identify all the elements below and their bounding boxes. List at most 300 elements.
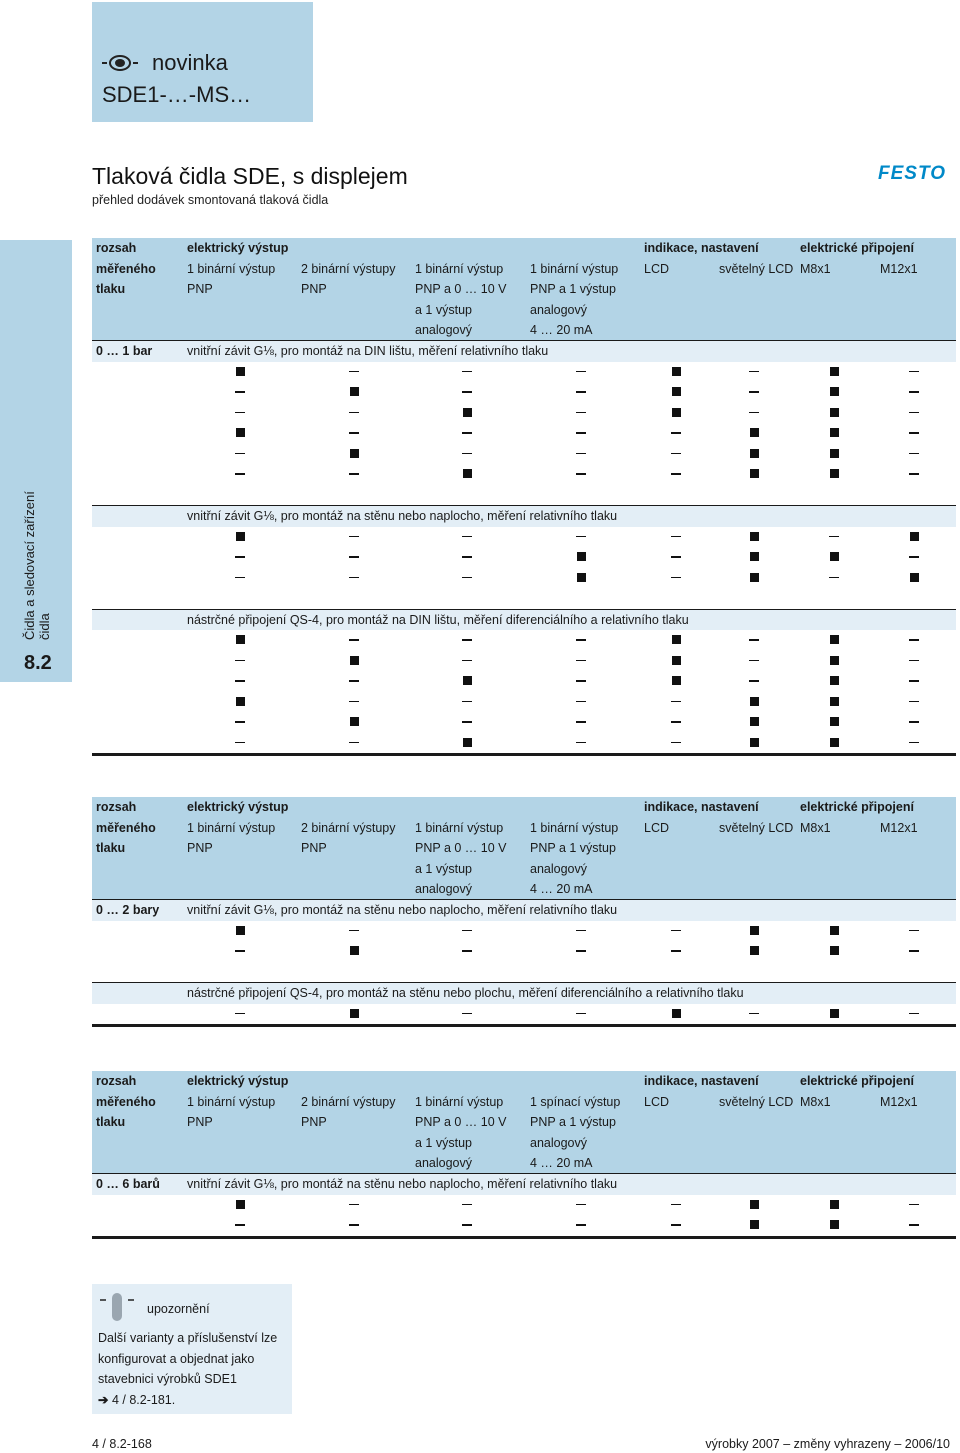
available-marker [894,568,934,589]
unavailable-marker [734,1004,774,1025]
unavailable-marker [734,671,774,692]
available-marker [894,527,934,548]
side-tab-sub: čidla [37,613,52,640]
header-cell: analogový [415,323,472,337]
unavailable-marker [447,651,487,672]
filled-square-icon [830,1009,839,1018]
unavailable-marker [561,423,601,444]
unavailable-marker [220,941,260,962]
header-cell: PNP [301,1115,327,1129]
dash-icon [909,680,919,682]
filled-square-icon [830,428,839,437]
available-marker [814,423,854,444]
filled-square-icon [830,946,839,955]
available-marker [814,921,854,942]
filled-square-icon [830,387,839,396]
unavailable-marker [220,1004,260,1025]
dash-icon [909,391,919,393]
filled-square-icon [463,469,472,478]
unavailable-marker [734,630,774,651]
unavailable-marker [656,527,696,548]
header-cell: a 1 výstup [415,1135,472,1150]
available-marker [561,568,601,589]
product-table [92,797,956,1027]
table-row [92,1004,956,1025]
filled-square-icon [750,532,759,541]
unavailable-marker [894,362,934,383]
available-marker [656,1004,696,1025]
dash-icon [909,1224,919,1226]
available-marker [220,423,260,444]
unavailable-marker [656,921,696,942]
dash-icon [462,639,472,641]
side-tab-label [22,491,52,640]
header-cell: analogový [415,882,472,896]
unavailable-marker [220,568,260,589]
dash-icon [235,680,245,682]
dash-icon [749,660,759,662]
header-cell: měřeného [96,261,156,276]
dash-icon [576,1204,586,1206]
dash-icon [749,391,759,393]
pressure-range: 0 … 6 barů [96,1177,160,1191]
dash-icon [671,701,681,703]
unavailable-marker [220,464,260,485]
filled-square-icon [350,1009,359,1018]
table-header [92,797,956,899]
filled-square-icon [672,408,681,417]
dash-icon [576,701,586,703]
unavailable-marker [447,568,487,589]
dash-icon [462,536,472,538]
dash-icon [829,577,839,579]
available-marker [447,733,487,754]
table-row [92,527,956,548]
unavailable-marker [894,464,934,485]
available-marker [814,362,854,383]
available-marker [334,444,374,465]
dash-icon [671,432,681,434]
header-cell: M8x1 [800,820,831,835]
available-marker [814,1195,854,1216]
unavailable-marker [656,464,696,485]
dash-icon [909,1204,919,1206]
filled-square-icon [910,532,919,541]
filled-square-icon [750,552,759,561]
product-table [92,1071,956,1239]
dash-icon [909,432,919,434]
note-line: stavebnici výrobků SDE1 [98,1372,237,1386]
header-cell: indikace, nastavení [644,1074,759,1088]
unavailable-marker [334,423,374,444]
available-marker [814,382,854,403]
note-reference[interactable] [98,1390,277,1411]
filled-square-icon [236,926,245,935]
news-eye-icon [102,52,138,74]
unavailable-marker [814,568,854,589]
filled-square-icon [830,635,839,644]
unavailable-marker [561,382,601,403]
available-marker [814,1004,854,1025]
unavailable-marker [894,1195,934,1216]
header-cell: PNP a 1 výstup [530,1115,616,1129]
dash-icon [576,473,586,475]
arrow-right-icon: ➔ [98,1392,109,1407]
dash-icon [462,556,472,558]
table-row [92,547,956,568]
dash-icon [909,412,919,414]
dash-icon [349,432,359,434]
filled-square-icon [350,717,359,726]
filled-square-icon [463,408,472,417]
dash-icon [349,742,359,744]
filled-square-icon [672,676,681,685]
header-cell: 1 binární výstup [187,1094,276,1109]
header-cell: 1 spínací výstup [530,1094,621,1109]
side-tab-main: Čidla a sledovací zařízení [22,491,37,640]
unavailable-marker [334,527,374,548]
filled-square-icon [830,676,839,685]
header-cell: světelný LCD [719,261,794,276]
header-cell: 2 binární výstupy [301,820,396,835]
header-cell: 4 … 20 mA [530,323,593,337]
available-marker [734,423,774,444]
header-cell: 1 binární výstup [530,261,619,276]
filled-square-icon [463,738,472,747]
dash-icon [576,391,586,393]
header-cell: PNP [187,841,213,855]
dash-icon [462,432,472,434]
dash-icon [576,660,586,662]
dash-icon [671,453,681,455]
unavailable-marker [447,1195,487,1216]
dash-icon [235,660,245,662]
dash-icon [235,950,245,952]
side-tab-number: 8.2 [24,652,52,674]
unavailable-marker [814,527,854,548]
available-marker [334,382,374,403]
unavailable-marker [447,527,487,548]
dash-icon [462,577,472,579]
header-cell: elektrický výstup [187,800,289,814]
dash-icon [909,453,919,455]
header-cell: PNP [301,282,327,296]
filled-square-icon [236,697,245,706]
header-cell: měřeného [96,820,156,835]
header-cell: 4 … 20 mA [530,1156,593,1170]
available-marker [447,464,487,485]
filled-square-icon [577,573,586,582]
unavailable-marker [220,444,260,465]
unavailable-marker [447,921,487,942]
header-cell: M12x1 [880,820,918,835]
unavailable-marker [334,692,374,713]
dash-icon [349,680,359,682]
dash-icon [576,432,586,434]
available-marker [734,712,774,733]
dash-icon [462,391,472,393]
available-marker [447,403,487,424]
header-cell: PNP a 1 výstup [530,841,616,855]
filled-square-icon [750,449,759,458]
unavailable-marker [561,403,601,424]
dash-icon [462,1204,472,1206]
unavailable-marker [561,941,601,962]
header-cell: 1 binární výstup [187,820,276,835]
filled-square-icon [236,635,245,644]
filled-square-icon [830,1200,839,1209]
unavailable-marker [220,733,260,754]
table-row [92,630,956,651]
filled-square-icon [750,717,759,726]
unavailable-marker [561,527,601,548]
filled-square-icon [830,552,839,561]
dash-icon [576,721,586,723]
unavailable-marker [894,692,934,713]
dash-icon [909,701,919,703]
unavailable-marker [894,941,934,962]
dash-icon [349,1204,359,1206]
filled-square-icon [236,1200,245,1209]
dash-icon [235,1224,245,1226]
filled-square-icon [830,449,839,458]
available-marker [656,362,696,383]
header-cell: LCD [644,1094,670,1109]
dash-icon [349,536,359,538]
unavailable-marker [561,733,601,754]
available-marker [814,712,854,733]
section-title: vnitřní závit G⅛, pro montáž na stěnu nebo naplocho, měření relativního tlaku [187,509,618,523]
filled-square-icon [750,738,759,747]
dash-icon [349,473,359,475]
available-marker [734,733,774,754]
header-cell: PNP a 1 výstup [530,282,616,296]
filled-square-icon [750,469,759,478]
dash-icon [462,1224,472,1226]
dash-icon [349,930,359,932]
available-marker [220,1195,260,1216]
available-marker [814,403,854,424]
unavailable-marker [334,568,374,589]
unavailable-marker [561,712,601,733]
dash-icon [462,660,472,662]
available-marker [447,671,487,692]
note-info-icon [98,1292,138,1322]
news-box [92,2,313,122]
header-cell: 1 binární výstup [415,1094,504,1109]
section-title: vnitřní závit G⅛, pro montáž na DIN lištu, měření relativního tlaku [187,344,549,358]
unavailable-marker [447,362,487,383]
section-title-row [92,899,956,921]
dash-icon [671,1224,681,1226]
unavailable-marker [656,568,696,589]
table-header [92,1071,956,1173]
dash-icon [235,721,245,723]
unavailable-marker [334,733,374,754]
header-cell: PNP a 0 … 10 V [415,1115,507,1129]
section-title-row [92,1173,956,1195]
unavailable-marker [656,692,696,713]
dash-icon [576,453,586,455]
unavailable-marker [561,671,601,692]
table-row [92,423,956,444]
note-line: konfigurovat a objednat jako [98,1351,255,1366]
filled-square-icon [750,946,759,955]
section-title-row [92,505,956,527]
dash-icon [576,1013,586,1015]
filled-square-icon [830,469,839,478]
unavailable-marker [447,423,487,444]
unavailable-marker [734,403,774,424]
dash-icon [235,412,245,414]
unavailable-marker [656,733,696,754]
unavailable-marker [334,547,374,568]
dash-icon [671,556,681,558]
header-cell: LCD [644,261,670,276]
available-marker [814,464,854,485]
available-marker [734,547,774,568]
unavailable-marker [561,444,601,465]
unavailable-marker [656,444,696,465]
dash-icon [671,930,681,932]
filled-square-icon [463,676,472,685]
unavailable-marker [447,444,487,465]
unavailable-marker [220,651,260,672]
dash-icon [462,371,472,373]
dash-icon [462,1013,472,1015]
unavailable-marker [447,1215,487,1236]
table-header [92,238,956,340]
dash-icon [349,701,359,703]
available-marker [334,651,374,672]
unavailable-marker [894,403,934,424]
available-marker [656,382,696,403]
available-marker [734,527,774,548]
table-row [92,712,956,733]
table-row [92,941,956,962]
dash-icon [909,473,919,475]
dash-icon [829,536,839,538]
page-number: 4 / 8.2-168 [92,1437,152,1451]
available-marker [814,547,854,568]
dash-icon [749,639,759,641]
dash-icon [576,950,586,952]
unavailable-marker [220,1215,260,1236]
header-cell: tlaku [96,1115,126,1129]
header-cell: elektrický výstup [187,241,289,255]
dash-icon [576,930,586,932]
header-cell: PNP a 0 … 10 V [415,282,507,296]
header-cell: indikace, nastavení [644,800,759,814]
dash-icon [909,950,919,952]
section-title-row [92,982,956,1004]
unavailable-marker [734,362,774,383]
unavailable-marker [656,712,696,733]
unavailable-marker [334,403,374,424]
header-cell: PNP a 0 … 10 V [415,841,507,855]
unavailable-marker [894,651,934,672]
section-title: nástrčné připojení QS-4, pro montáž na stěnu nebo plochu, měření diferenciálního a relativního tlaku [187,986,744,1000]
unavailable-marker [894,921,934,942]
filled-square-icon [750,1200,759,1209]
available-marker [220,362,260,383]
note-line: Další varianty a příslušenství lze [98,1331,278,1345]
filled-square-icon [830,697,839,706]
header-cell: M8x1 [800,261,831,276]
unavailable-marker [656,1215,696,1236]
available-marker [734,1215,774,1236]
available-marker [656,403,696,424]
table-row [92,403,956,424]
unavailable-marker [561,1004,601,1025]
dash-icon [462,950,472,952]
unavailable-marker [334,464,374,485]
unavailable-marker [561,1215,601,1236]
unavailable-marker [447,941,487,962]
filled-square-icon [577,552,586,561]
dash-icon [235,1013,245,1015]
unavailable-marker [561,1195,601,1216]
header-cell: LCD [644,820,670,835]
filled-square-icon [750,697,759,706]
table-row [92,921,956,942]
available-marker [561,547,601,568]
available-marker [656,671,696,692]
unavailable-marker [894,1004,934,1025]
header-cell: měřeného [96,1094,156,1109]
dash-icon [749,1013,759,1015]
dash-icon [749,680,759,682]
unavailable-marker [894,423,934,444]
unavailable-marker [734,651,774,672]
filled-square-icon [672,1009,681,1018]
filled-square-icon [750,1220,759,1229]
available-marker [334,1004,374,1025]
available-marker [656,651,696,672]
dash-icon [671,950,681,952]
dash-icon [349,556,359,558]
section-title-row [92,609,956,631]
filled-square-icon [672,387,681,396]
dash-icon [576,536,586,538]
dash-icon [349,1224,359,1226]
unavailable-marker [894,671,934,692]
unavailable-marker [334,921,374,942]
available-marker [220,630,260,651]
dash-icon [349,577,359,579]
filled-square-icon [830,367,839,376]
dash-icon [235,577,245,579]
unavailable-marker [220,712,260,733]
available-marker [734,941,774,962]
unavailable-marker [561,651,601,672]
unavailable-marker [734,382,774,403]
pressure-range: 0 … 2 bary [96,903,160,917]
dash-icon [576,680,586,682]
dash-icon [671,1204,681,1206]
filled-square-icon [672,656,681,665]
header-cell: elektrické připojení [800,1074,914,1088]
header-cell: PNP [187,1115,213,1129]
available-marker [814,444,854,465]
available-marker [334,941,374,962]
table-row [92,444,956,465]
available-marker [814,671,854,692]
header-cell: M12x1 [880,1094,918,1109]
filled-square-icon [830,926,839,935]
unavailable-marker [447,382,487,403]
unavailable-marker [334,671,374,692]
